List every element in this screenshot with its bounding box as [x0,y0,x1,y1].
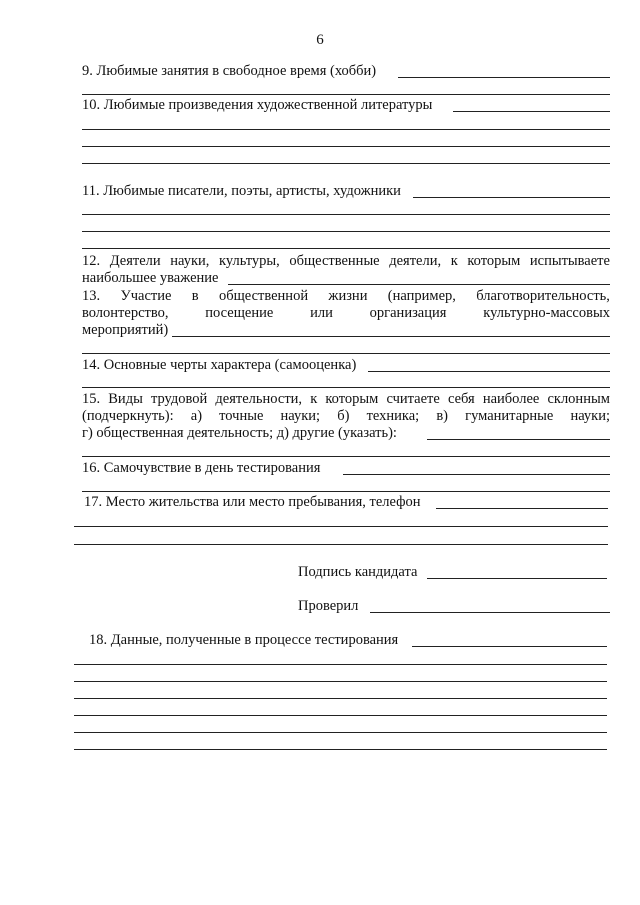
answer-line [82,146,610,147]
answer-line [343,474,610,475]
answer-line [82,491,610,492]
answer-line [74,732,607,733]
answer-line [74,715,607,716]
answer-line [172,336,610,337]
question-15-line-2: (подчеркнуть): а) точные науки; б) техника; в) гуманитарные науки; [82,408,610,424]
question-12-line-2: наибольшее уважение [82,270,219,286]
answer-line [412,646,607,647]
answer-line [368,371,610,372]
question-9-label: 9. Любимые занятия в свободное время (хобби) [82,63,377,79]
answer-line [82,353,610,354]
question-15-line-1: 15. Виды трудовой деятельности, к которым считаете себя наиболее склонным [82,391,610,407]
question-17-label: 17. Место жительства или место пребывания, телефон [84,494,421,510]
candidate-signature-label: Подпись кандидата [298,564,418,580]
answer-line [74,664,607,665]
answer-line [82,231,610,232]
answer-line [398,77,610,78]
answer-line [228,284,610,285]
checked-by-label: Проверил [298,598,359,614]
question-13-line-3: мероприятий) [82,322,169,338]
answer-line [82,456,610,457]
answer-line [82,248,610,249]
answer-line [82,94,610,95]
answer-line [74,681,607,682]
answer-line [453,111,610,112]
checked-by-line [370,612,610,613]
question-18-label: 18. Данные, полученные в процессе тестирования [89,632,399,648]
question-13-line-2: волонтерство, посещение или организация культурно-массовых [82,305,610,321]
answer-line [74,526,608,527]
answer-line [82,129,610,130]
answer-line [413,197,610,198]
answer-line [427,439,610,440]
question-13-line-1: 13. Участие в общественной жизни (например, благотворительность, [82,288,610,304]
question-16-label: 16. Самочувствие в день тестирования [82,460,321,476]
signature-line [427,578,607,579]
question-15-line-3: г) общественная деятельность; д) другие (указать): [82,425,397,441]
answer-line [74,698,607,699]
answer-line [74,749,607,750]
answer-line [82,163,610,164]
question-14-label: 14. Основные черты характера (самооценка) [82,357,357,373]
question-10-label: 10. Любимые произведения художественной литературы [82,97,433,113]
answer-line [82,387,610,388]
answer-line [436,508,608,509]
answer-line [82,214,610,215]
page-number: 6 [316,32,324,48]
question-11-label: 11. Любимые писатели, поэты, артисты, художники [82,183,401,199]
question-12-line-1: 12. Деятели науки, культуры, общественные деятели, к которым испытываете [82,253,610,269]
answer-line [74,544,608,545]
